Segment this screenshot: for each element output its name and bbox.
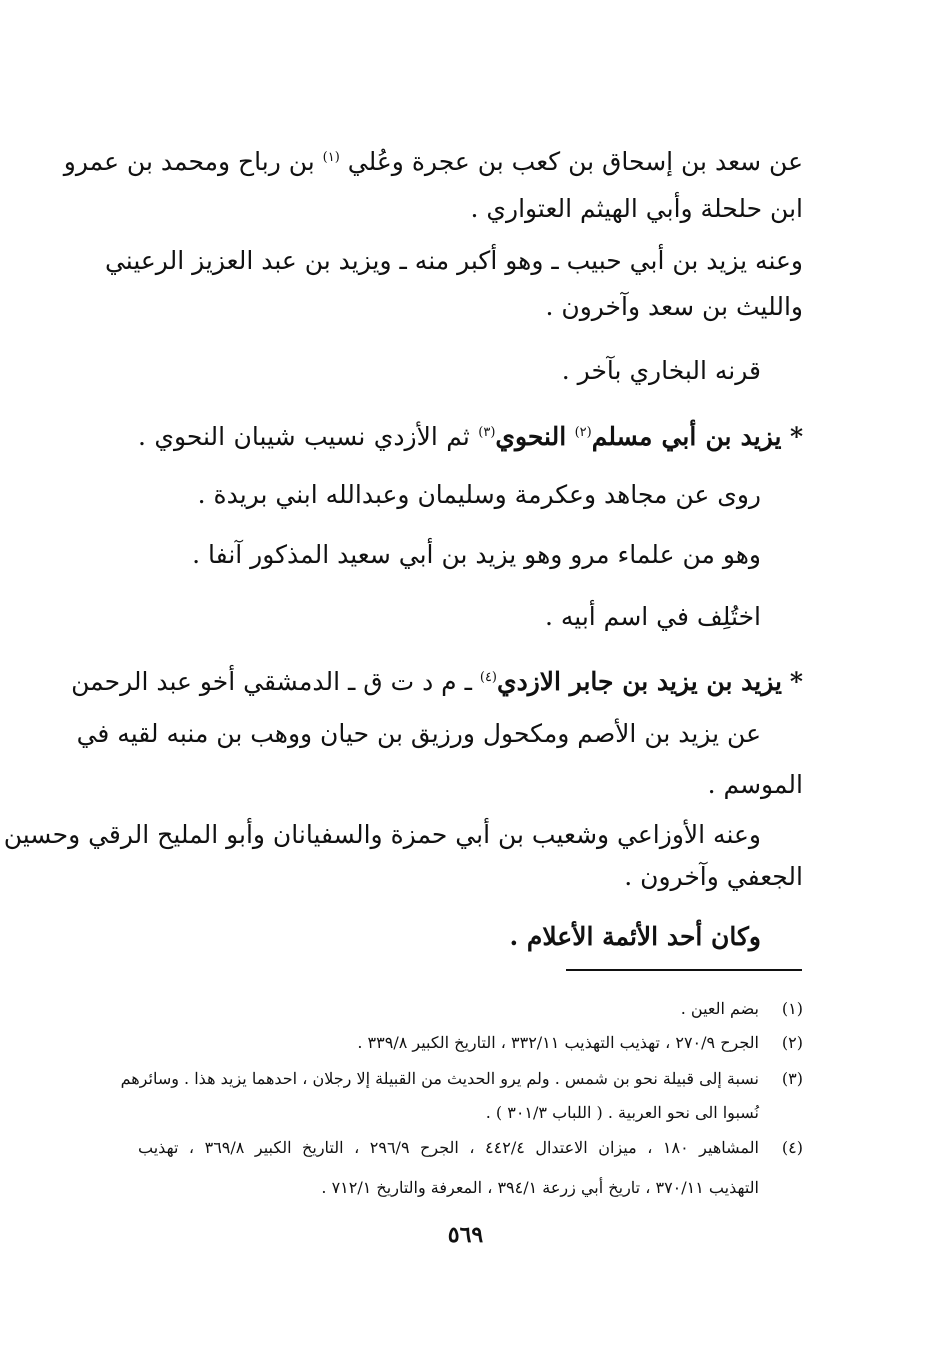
text-line: الموسم . (707, 770, 803, 799)
text-line: وهو من علماء مرو وهو يزيد بن أبي سعيد المذكور آنفا . (192, 540, 761, 569)
text-line: قرنه البخاري بآخر . (561, 356, 761, 385)
footnote-number: (٤) (781, 1138, 803, 1157)
text-line: ابن حلحلة وأبي الهيثم العتواري . (470, 194, 803, 223)
text-line: وعنه يزيد بن أبي حبيب ـ وهو أكبر منه ـ ويزيد بن عبد العزيز الرعيني (104, 246, 803, 275)
footnote-number: (٢) (781, 1033, 803, 1052)
footnote-ref-4[interactable]: (٤) (479, 670, 497, 685)
text-span: بن رباح ومحمد بن عمرو (63, 147, 315, 176)
footnote-number: (١) (781, 999, 803, 1018)
footnote-ref-1[interactable]: (١) (322, 150, 340, 165)
text-line: وعنه الأوزاعي وشعيب بن أبي حمزة والسفيانان وأبو المليح الرقي وحسين (3, 820, 761, 849)
text-line: والليث بن سعد وآخرون . (545, 292, 803, 321)
footnote-text: الجرح ٢٧٠/٩ ، تهذيب التهذيب ٣٣٢/١١ ، التاريخ الكبير ٣٣٩/٨ . (357, 1033, 759, 1052)
text-line: الجعفي وآخرون . (624, 862, 803, 891)
entry-heading-line (71, 661, 803, 699)
footnote-text: التهذيب ٣٧٠/١١ ، تاريخ أبي زرعة ٣٩٤/١ ، المعرفة والتاريخ ٧١٢/١ . (321, 1178, 759, 1197)
entry-heading-line (138, 416, 803, 454)
text-span: ثم الأزدي نسيب شيبان النحوي . (138, 422, 470, 451)
entry-marker: * (789, 667, 803, 696)
footnote-text: بضم العين . (680, 999, 759, 1018)
text-line: وكان أحد الأئمة الأعلام . (509, 922, 761, 951)
entry-name: يزيد بن يزيد بن جابر الازدي (497, 667, 782, 696)
entry-name: يزيد بن أبي مسلم (591, 422, 782, 451)
footnote-ref-2[interactable]: (٢) (574, 425, 592, 440)
text-line: روى عن مجاهد وعكرمة وسليمان وعبدالله ابني بريدة . (197, 480, 761, 509)
text-line (63, 141, 803, 179)
text-line: اختُلِف في اسم أبيه . (544, 602, 761, 631)
footnote-text: المشاهير ١٨٠ ، ميزان الاعتدال ٤٤٢/٤ ، الجرح ٢٩٦/٩ ، التاريخ الكبير ٣٦٩/٨ ، تهذيب (138, 1138, 759, 1157)
text-span: ـ م د ت ق ـ الدمشقي أخو عبد الرحمن (71, 667, 472, 696)
footnote-rule (566, 969, 802, 971)
text-line: عن يزيد بن الأصم ومكحول ورزيق بن حيان ووهب بن منبه لقيه في (76, 719, 761, 748)
entry-name: النحوي (495, 422, 567, 451)
footnote-text: نسبة إلى قبيلة نحو بن شمس . ولم يرو الحديث من القبيلة إلا رجلان ، احدهما يزيد هذا . وسائرهم (120, 1069, 759, 1088)
entry-marker: * (789, 422, 804, 451)
footnote-number: (٣) (781, 1069, 803, 1088)
page-number: ٥٦٩ (447, 1222, 484, 1248)
footnote-text: نُسبوا الى نحو العربية . ( اللباب ٣٠١/٣ ) . (485, 1103, 759, 1122)
footnote-ref-3[interactable]: (٣) (478, 425, 496, 440)
text-span: عن سعد بن إسحاق بن كعب بن عجرة وعُلي (347, 147, 803, 176)
